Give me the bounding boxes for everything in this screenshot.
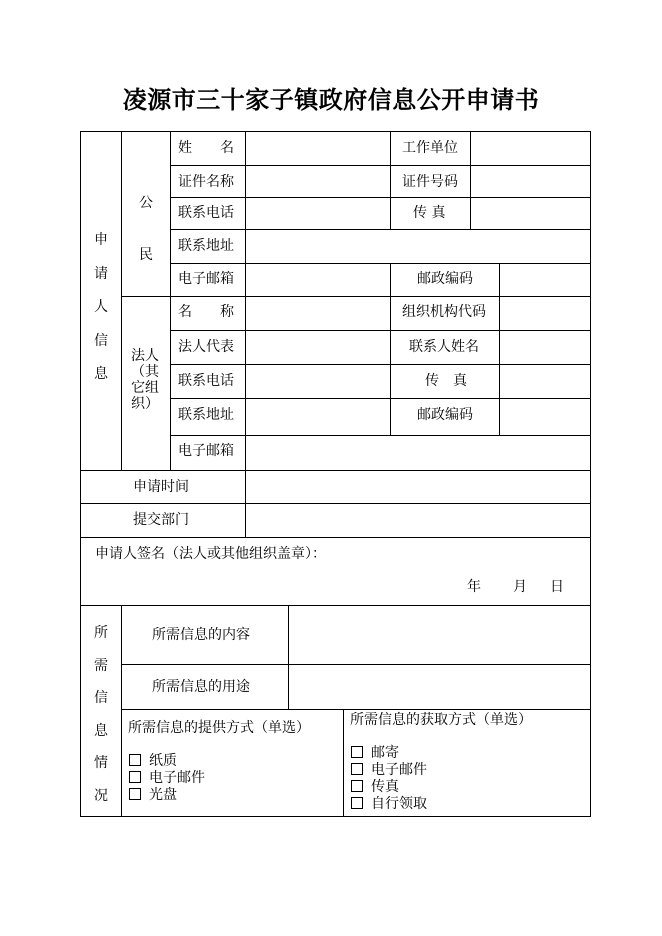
checkbox[interactable] bbox=[351, 746, 363, 758]
page-title: 凌源市三十家子镇政府信息公开申请书 bbox=[122, 85, 540, 114]
divider-h bbox=[170, 435, 591, 436]
checkbox[interactable] bbox=[351, 780, 363, 792]
provide-option-cd[interactable]: 光盘 bbox=[129, 787, 177, 803]
submit-dept-label: 提交部门 bbox=[133, 512, 189, 528]
divider-h bbox=[170, 263, 591, 264]
obtain-option-fax[interactable]: 传真 bbox=[351, 779, 399, 795]
checkbox[interactable] bbox=[351, 763, 363, 775]
divider-h bbox=[80, 605, 591, 606]
contact-name-label: 联系人姓名 bbox=[409, 339, 479, 355]
divider-h bbox=[80, 503, 591, 504]
divider-v bbox=[288, 605, 289, 709]
border-right bbox=[590, 131, 591, 817]
postcode-label: 邮政编码 bbox=[417, 271, 473, 287]
divider-h bbox=[80, 470, 591, 471]
signature-year: 年 bbox=[467, 579, 481, 595]
divider-h bbox=[80, 537, 591, 538]
signature-label: 申请人签名（法人或其他组织盖章）： bbox=[95, 546, 326, 562]
divider-h bbox=[121, 296, 591, 297]
applicant-section-label: 申 请 人 信 息 bbox=[94, 232, 108, 382]
signature-day: 日 bbox=[550, 579, 564, 595]
info-purpose-label: 所需信息的用途 bbox=[152, 679, 250, 695]
obtain-option-email[interactable]: 电子邮件 bbox=[351, 762, 427, 778]
name-label: 姓 名 bbox=[178, 140, 234, 156]
divider-v bbox=[390, 131, 391, 230]
divider-h bbox=[170, 330, 591, 331]
divider-h bbox=[170, 398, 591, 399]
fax-label: 传 真 bbox=[413, 205, 446, 221]
border-left bbox=[80, 131, 81, 817]
legal-person-label: 法人 （其 它组 织） bbox=[131, 348, 159, 412]
checkbox[interactable] bbox=[351, 797, 363, 809]
checkbox[interactable] bbox=[129, 754, 141, 766]
provide-option-email[interactable]: 电子邮件 bbox=[129, 770, 205, 786]
address-label: 联系地址 bbox=[178, 238, 234, 254]
org-address-label: 联系地址 bbox=[178, 407, 234, 423]
divider-v bbox=[343, 709, 344, 817]
checkbox[interactable] bbox=[129, 788, 141, 800]
org-email-label: 电子邮箱 bbox=[178, 443, 234, 459]
email-label: 电子邮箱 bbox=[178, 271, 234, 287]
divider-v bbox=[121, 131, 122, 470]
divider-h bbox=[170, 364, 591, 365]
employer-label: 工作单位 bbox=[402, 140, 458, 156]
phone-label: 联系电话 bbox=[178, 205, 234, 221]
divider-h bbox=[170, 229, 591, 230]
id-number-label: 证件号码 bbox=[402, 174, 458, 190]
provide-method-label: 所需信息的提供方式（单选） bbox=[128, 720, 310, 736]
org-postcode-label: 邮政编码 bbox=[417, 407, 473, 423]
divider-v bbox=[245, 131, 246, 537]
org-fax-label: 传 真 bbox=[425, 373, 467, 389]
signature-month: 月 bbox=[513, 579, 527, 595]
divider-v bbox=[121, 605, 122, 817]
divider-v bbox=[470, 131, 471, 230]
checkbox[interactable] bbox=[129, 771, 141, 783]
provide-option-paper[interactable]: 纸质 bbox=[129, 753, 177, 769]
border-bottom bbox=[80, 816, 591, 817]
divider-v bbox=[499, 263, 500, 435]
id-type-label: 证件名称 bbox=[178, 174, 234, 190]
divider-h bbox=[121, 709, 591, 710]
divider-h bbox=[121, 664, 591, 665]
apply-time-label: 申请时间 bbox=[133, 479, 189, 495]
border-top bbox=[80, 131, 591, 132]
info-content-label: 所需信息的内容 bbox=[152, 627, 250, 643]
obtain-option-self-pickup[interactable]: 自行领取 bbox=[351, 796, 427, 812]
divider-v bbox=[390, 263, 391, 435]
legal-rep-label: 法人代表 bbox=[178, 339, 234, 355]
divider-v bbox=[170, 131, 171, 470]
org-name-label: 名 称 bbox=[178, 304, 234, 320]
divider-h bbox=[170, 197, 591, 198]
divider-h bbox=[170, 165, 591, 166]
citizen-label: 公 民 bbox=[139, 195, 153, 263]
org-code-label: 组织机构代码 bbox=[402, 304, 486, 320]
org-phone-label: 联系电话 bbox=[178, 373, 234, 389]
info-needed-section-label: 所 需 信 息 情 况 bbox=[94, 625, 108, 804]
obtain-option-mail[interactable]: 邮寄 bbox=[351, 745, 399, 761]
obtain-method-label: 所需信息的获取方式（单选） bbox=[350, 712, 532, 728]
